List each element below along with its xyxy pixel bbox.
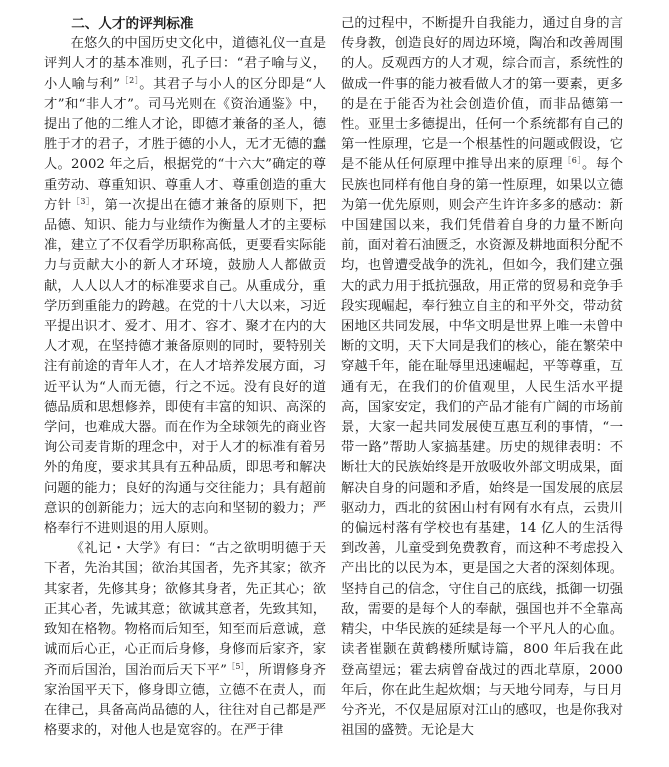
paragraph-liji-daxue: [44, 539, 326, 741]
text-run: 。每个民族也同样有他自身的第一性原理，如果以立德为第一优先原则，则会产生许许多多的感动：新中国建国以来，我们凭借着自身的力量不断向前，面对着石油匮乏，水资源及耕地面积分配不均，也曾遭受战争的洗礼，但如今，我们建立强大的武力用于抵抗强敌，用正常的贸易和竞争手段实现崛起，奉行独立自主的和平外交，带动贫困地区共同发展，中华文明是世界上唯一未曾中断的文明，天下大同是我们的核心，能在繁荣中穿越千年，能在耻辱里迅速崛起，平等尊重，互通有无，在我们的价值观里，人民生活水平提高，国家安定，我们的产品才能有广阔的市场前景，大家一起共同发展使互惠互利的事情，“一带一路”帮助人家搞基建。历史的规律表明：不断壮大的民族始终是开放吸收外部文明成果，面解决自身的问题和矛盾，始终是一国发展的底层驱动力，西北的贫困山村有网有水有点，云贵川的偏远村落有学校也有基建，14 亿人的生活得到改善，儿童受到免费教育，而这种不考虑投入产出比的以民为本，更是国之大者的深刻体现。坚持自己的信念，守住自己的底线，抵御一切强敌，需要的是每个人的奉献，强国也并不全靠高精尖，中华民族的延续是每一个平凡人的心血。读者崔颢在黄鹤楼所赋诗篇，800 年后我在此登高望远；霍去病曾奋战过的西北草原，2000 年后，你在此生起炊烟；与天地兮同寿，与日月兮齐光，不仅是屈原对江山的感叹，也是你我对祖国的盛赞。无论是大: [341, 157, 623, 739]
citation-ref: ［6］: [563, 156, 582, 166]
left-column: [44, 14, 326, 754]
text-run: ，第一次提出在德才兼备的原则下，把品德、知识、能力与业绩作为衡量人才的主要标准，建立了不仅看学历职称高低，更要看实际能力与贡献大小的新人才环境，鼓励人人都做贡献，人人以人才的标准要求自己。从重成分，重学历到重能力的跨越。在党的十八大以来，习近平提出识才、爱才、用才、容才、聚才在内的大人才观，在坚持德才兼备原则的同时，要特别关注有前途的青年人才，在人才培养发展方面，习近平认为“人而无德，行之不远。没有良好的道德品质和思想修养，即使有丰富的知识、高深的学问，也难成大器。而在作为全球领先的商业咨询公司麦肯斯的理念中，对于人才的标准有着另外的角度，要求其具有五种品质，即思考和解决问题的能力；良好的沟通与交往能力；具有超前意识的创新能力；远大的志向和坚韧的毅力；严格奉行不进则退的用人原则。: [44, 197, 326, 537]
citation-ref: ［3］: [71, 196, 91, 206]
text-run: 。其君子与小人的区分即是“人才”和“非人才”。司马光则在《资治通鉴》中，提出了他的二维人才论，即德才兼备的圣人，德胜于才的君子，才胜于德的小人，无才无德的蠢人。2002 年之后，根据党的“十六大”确定的尊重劳动、尊重知识、尊重人才、尊重创造的重大方针: [44, 76, 326, 213]
citation-ref: ［5］: [226, 661, 245, 671]
text-run: 己的过程中，不断提升自我能力，通过自身的言传身教，创造良好的周边环境，陶冶和改善周围的人。反观西方的人才观，综合而言，系统性的做成一件事的能力被看做人才的第一要素，更多的是在于能否为社会创造价值，而非品德第一性。亚里士多德提出，任何一个系统都有自己的第一性原理，它是一个根基性的问题或假设，它是不能从任何原理中推导出来的原理: [341, 16, 623, 173]
citation-ref: ［2］: [120, 75, 140, 85]
text-run: ，所谓修身齐家治国平天下，修身即立德，立德不在责人，而在律己，具备高尚品德的人，往往对自己都是严格要求的，对他人也是宽容的。在严于律: [44, 662, 326, 739]
text-run: 《礼记・大学》有曰：“古之欲明明德于天下者，先治其国；欲治其国者，先齐其家；欲齐其家者，先修其身；欲修其身者，先正其心；欲正其心者，先诚其意；欲诚其意者，先致其知，致知在格物。物格而后知至，知至而后意诚，意诚而后心正，心正而后身修，身修而后家齐，家齐而后国治，国治而后天下平”: [44, 541, 326, 678]
right-column: [341, 14, 623, 754]
paragraph-continued: [341, 14, 623, 741]
section-heading: 二、人才的评判标准: [71, 16, 194, 32]
paragraph-talent-history: [44, 34, 326, 539]
text-run: 在悠久的中国历史文化中，道德礼仪一直是评判人才的基本准则，孔子曰：“君子喻与义，小人喻与利”: [44, 36, 326, 92]
